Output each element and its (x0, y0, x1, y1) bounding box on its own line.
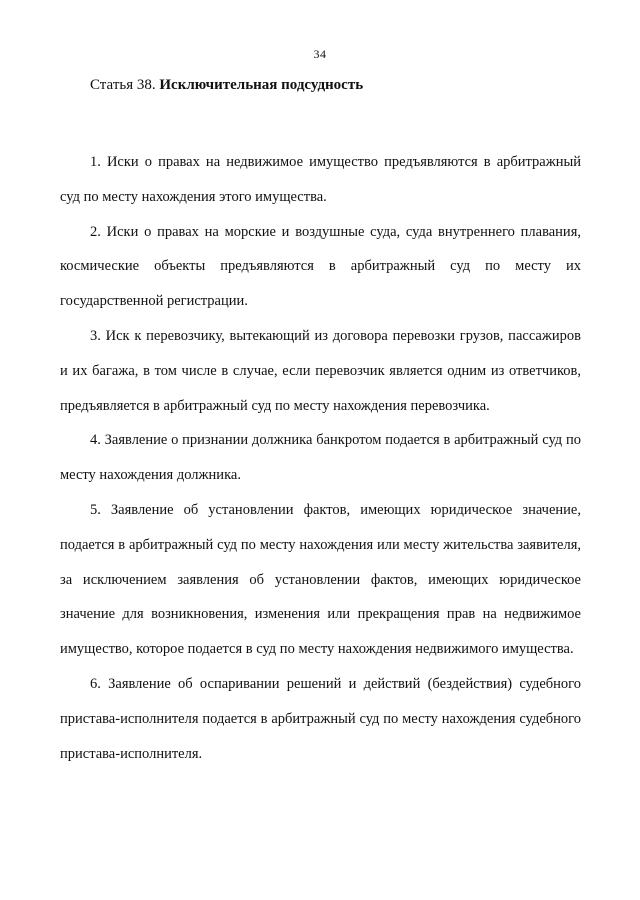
paragraph-3: 3. Иск к перевозчику, вытекающий из договора перевозки грузов, пассажиров и их багажа, в том числе в случае, если перевозчик является одним из ответчиков, предъявляется в арбитражный суд по месту нахождения перевозчика. (60, 327, 581, 414)
paragraph-4: 4. Заявление о признании должника банкротом подается в арбитражный суд по месту нахождения должника. (60, 432, 581, 484)
paragraph-5: 5. Заявление об установлении фактов, имеющих юридическое значение, подается в арбитражный суд по месту нахождения или месту жительства заявителя, за исключением заявления об установлении фактов, имеющих юридическое значение для возникновения, изменения или прекращения прав на недвижимое имущество, которое подается в суд по месту нахождения недвижимого имущества. (60, 501, 581, 658)
article-heading (90, 77, 363, 94)
article-number: Статья 38. (90, 77, 156, 93)
page-number: 34 (313, 47, 327, 61)
paragraph-2: 2. Иски о правах на морские и воздушные суда, суда внутреннего плавания, космические объекты предъявляются в арбитражный суд по месту их государственной регистрации. (60, 223, 581, 310)
paragraph-1: 1. Иски о правах на недвижимое имущество предъявляются в арбитражный суд по месту нахождения этого имущества. (60, 154, 581, 205)
article-body (60, 145, 581, 771)
article-title: Исключительная подсудность (159, 77, 364, 93)
paragraph-6: 6. Заявление об оспаривании решений и действий (бездействия) судебного пристава-исполнителя подается в арбитражный суд по месту нахождения судебного пристава-исполнителя. (60, 675, 581, 762)
